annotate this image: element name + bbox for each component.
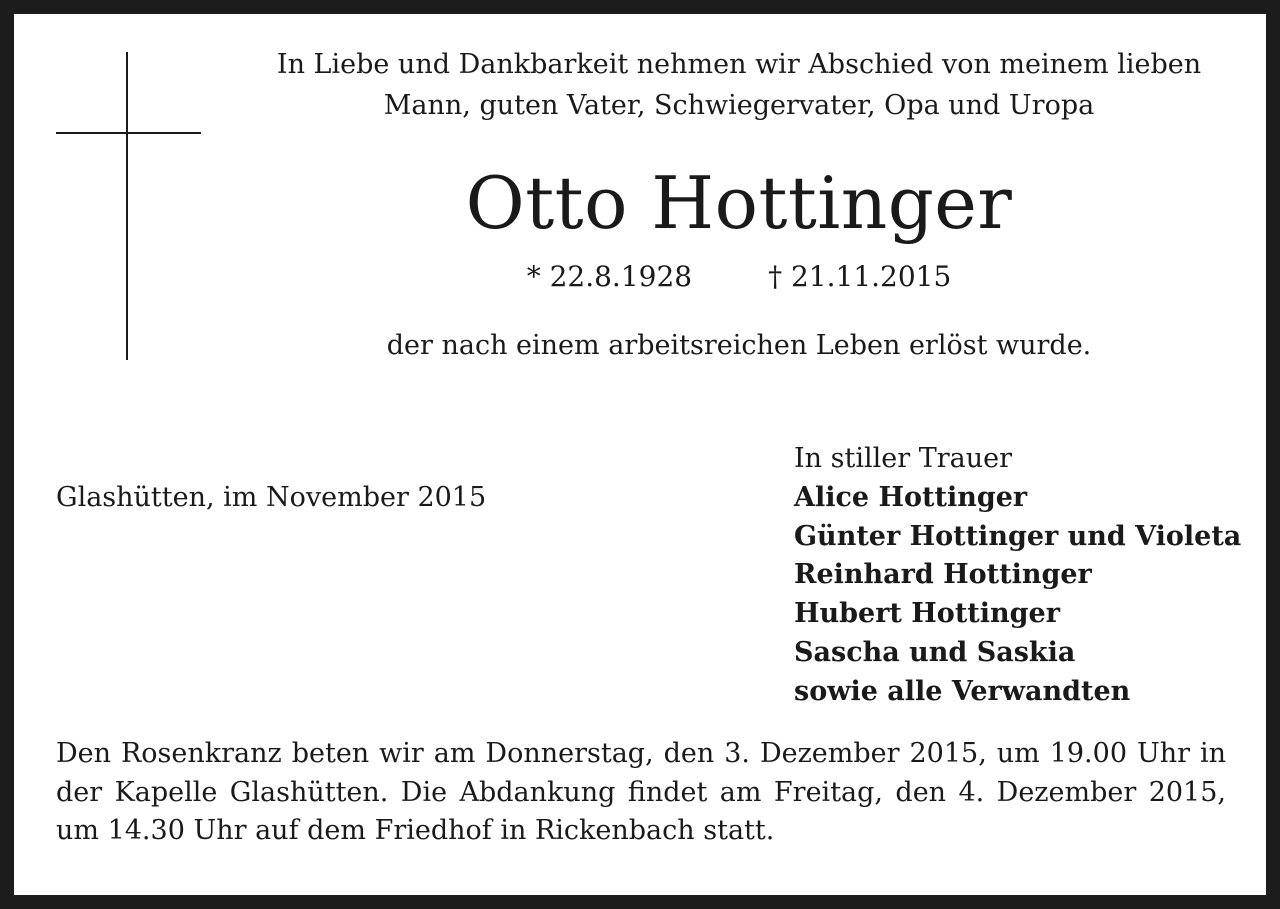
mourners-list	[794, 440, 1254, 712]
cross-horizontal-bar	[56, 132, 201, 134]
mourner-name: sowie alle Verwandten	[794, 675, 1131, 707]
intro-line-1: In Liebe und Dankbarkeit nehmen wir Abschied von meinem lieben	[276, 49, 1202, 80]
mourner-name: Reinhard Hottinger	[794, 559, 1092, 591]
mourner-name: Günter Hottinger und Violeta	[794, 520, 1242, 552]
cross-vertical-bar	[126, 52, 128, 360]
birth-date: * 22.8.1928	[526, 260, 693, 293]
intro-text	[264, 44, 1214, 126]
service-notice: Den Rosenkranz beten wir am Donnerstag, den 3. Dezember 2015, um 19.00 Uhr in der Kapelle Glashütten. Die Abdankung findet am Freitag, den 4. Dezember 2015, um 14.30 Uhr auf dem Friedhof in Rickenbach statt.	[56, 738, 1226, 846]
intro-line-2: Mann, guten Vater, Schwiegervater, Opa und Uropa	[383, 90, 1095, 121]
obituary-card	[14, 14, 1266, 895]
mourner-name: Hubert Hottinger	[794, 598, 1060, 630]
death-date: † 21.11.2015	[768, 260, 952, 293]
release-text: der nach einem arbeitsreichen Leben erlöst wurde.	[386, 330, 1092, 361]
mourners-heading: In stiller Trauer	[794, 443, 1013, 474]
mourner-name: Alice Hottinger	[794, 481, 1028, 513]
place-and-date: Glashütten, im November 2015	[56, 482, 487, 513]
life-dates	[264, 259, 1214, 295]
deceased-name: Otto Hottinger	[465, 161, 1013, 245]
mourner-name: Sascha und Saskia	[794, 636, 1076, 668]
